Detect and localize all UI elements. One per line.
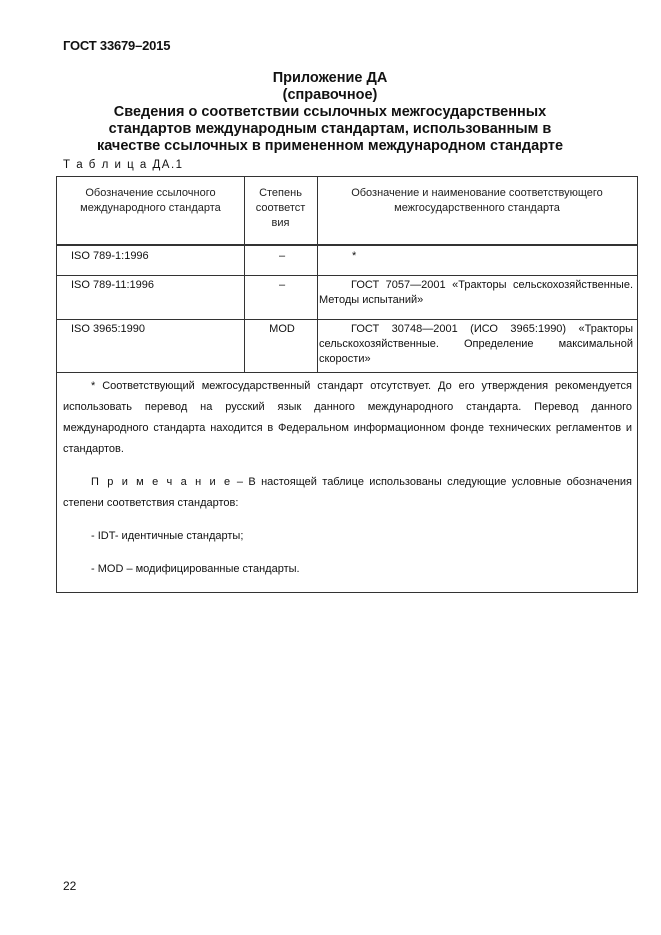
header-text: Обозначение ссылочного [85, 187, 216, 199]
annex-subject-line-1: Сведения о соответствии ссылочных межгосударственных [113, 104, 547, 120]
header-text: вия [271, 217, 290, 229]
page-number: 22 [63, 879, 77, 893]
header-text: Обозначение и наименование соответствующего [351, 187, 603, 199]
footnote: * Соответствующий межгосударственный стандарт отсутствует. До его утверждения рекомендуется использовать перевод на русский язык данного международного стандарта. Перевод данного международного стандарта находится в Федеральном информационном фонде технических регламентов и стандартов. [63, 380, 632, 455]
row-2-desc: ГОСТ 7057—2001 «Тракторы сельскохозяйственные. Методы испытаний» [319, 279, 633, 306]
annex-subject-line-3: качестве ссылочных в примененном международном стандарте [96, 138, 564, 154]
row-1-code: ISO 789-1:1996 [71, 250, 149, 262]
row-3-code: ISO 3965:1990 [71, 323, 146, 335]
annex-subject-line-2: стандартов международным стандартам, использованным в [108, 121, 552, 137]
correspondence-table [56, 176, 638, 593]
row-divider-3 [57, 372, 637, 373]
row-divider-1 [57, 275, 637, 276]
header-text: международного стандарта [80, 202, 221, 214]
table-notes [63, 376, 632, 580]
header-text: соответст [255, 202, 306, 214]
row-3-degree: MOD [269, 323, 295, 335]
header-text: межгосударственного стандарта [394, 202, 560, 214]
note-text: – В настоящей таблице использованы следующие условные обозначения степени соответствия стандартов: [63, 476, 632, 509]
note-label: П р и м е ч а н и е [91, 476, 232, 488]
row-3-desc: ГОСТ 30748—2001 (ИСО 3965:1990) «Тракторы сельскохозяйственные. Определение максимальной скорости» [319, 323, 633, 365]
annex-kind: (справочное) [282, 87, 378, 103]
annex-title: Приложение ДА [272, 70, 388, 86]
note-item-mod: - MOD – модифицированные стандарты. [91, 563, 300, 575]
table-label: Т а б л и ц а ДА.1 [63, 159, 184, 171]
document-code: ГОСТ 33679–2015 [63, 38, 171, 53]
header-divider [57, 244, 637, 246]
row-1-degree: – [278, 250, 286, 262]
note-paragraph [63, 472, 632, 514]
row-divider-2 [57, 319, 637, 320]
header-text: Степень [259, 187, 302, 199]
row-2-degree: – [278, 279, 286, 291]
header-degree [244, 186, 317, 231]
row-2-code: ISO 789-11:1996 [71, 279, 154, 291]
header-interstate-standard [317, 186, 637, 216]
note-item-idt: - IDT- идентичные стандарты; [91, 530, 244, 542]
header-reference-standard [57, 186, 244, 216]
annex-heading [40, 70, 620, 155]
row-1-desc: * [352, 250, 357, 262]
